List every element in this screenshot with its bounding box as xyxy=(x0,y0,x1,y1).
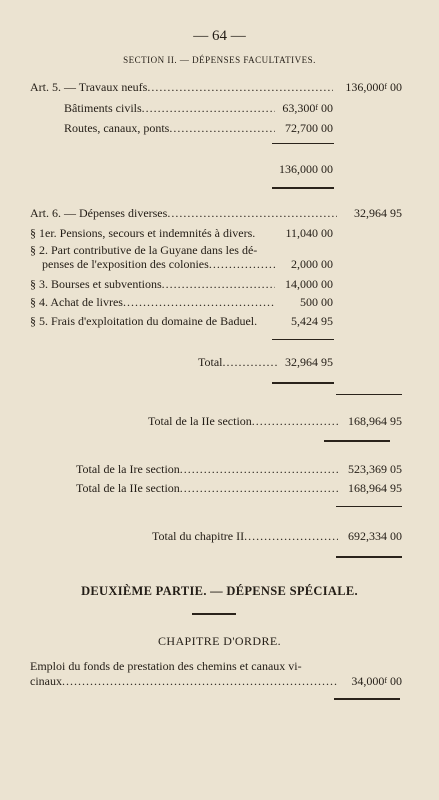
art5-item-batiments-amount: 63,300$^f$ 00 xyxy=(282,101,333,115)
divider xyxy=(324,440,390,442)
divider xyxy=(272,382,334,384)
final-amount: 34,000$^f$ 00 xyxy=(351,674,402,688)
art6-item-4: § 4. Achat de livres ..... xyxy=(30,295,275,309)
art6-item-1-amount: 11,040 00 xyxy=(285,226,333,240)
art6-total-line: Total ..... xyxy=(198,355,277,369)
recap-line-1: Total de la Ire section ..... xyxy=(76,462,338,476)
divider xyxy=(336,556,402,558)
art6-item-2-amount: 2,000 00 xyxy=(291,257,333,271)
chapter-title: CHAPITRE D'ORDRE. xyxy=(158,634,281,648)
art5-subtotal: 136,000 00 xyxy=(279,162,333,176)
divider xyxy=(272,143,334,144)
art6-item-3-amount: 14,000 00 xyxy=(285,277,333,291)
divider xyxy=(336,394,402,395)
recap-amount-2: 168,964 95 xyxy=(348,481,402,495)
art6-item-3: § 3. Bourses et subventions ..... xyxy=(30,277,275,291)
divider xyxy=(336,506,402,507)
art6-item-2-line2: penses de l'exposition des colonies ..... xyxy=(42,257,275,271)
art5-label: Art. 5. — Travaux neufs xyxy=(30,80,148,94)
recap-amount-1: 523,369 05 xyxy=(348,462,402,476)
section-total-line: Total de la IIe section ..... xyxy=(148,414,338,428)
art6-item-5-amount: 5,424 95 xyxy=(291,314,333,328)
section-total-amount: 168,964 95 xyxy=(348,414,402,428)
art6-total-amount: 32,964 95 xyxy=(285,355,333,369)
art6-item-5: § 5. Frais d'exploitation du domaine de Baduel. xyxy=(30,314,258,328)
divider xyxy=(334,698,400,700)
divider xyxy=(272,339,334,340)
recap-line-2: Total de la IIe section ..... xyxy=(76,481,338,495)
art5-line xyxy=(30,80,333,94)
page-number: — 64 — xyxy=(193,28,246,44)
part-title: DEUXIÈME PARTIE. — DÉPENSE SPÉCIALE. xyxy=(81,584,358,598)
art6-line: Art. 6. — Dépenses diverses ..... xyxy=(30,206,337,220)
section-heading: SECTION II. — DÉPENSES FACULTATIVES. xyxy=(123,55,316,65)
art5-amount: 136,000$^f$ 00 xyxy=(345,80,402,94)
art6-item-1: § 1er. Pensions, secours et indemnités à divers. xyxy=(30,226,256,240)
art6-item-2-line1: § 2. Part contributive de la Guyane dans les dé- xyxy=(30,243,258,257)
final-line-2: cinaux ..... xyxy=(30,674,338,688)
art6-item-4-amount: 500 00 xyxy=(300,295,333,309)
art5-item-routes: Routes, canaux, ponts ..... xyxy=(64,121,275,135)
art5-item-batiments: Bâtiments civils ..... xyxy=(64,101,275,115)
divider xyxy=(272,187,334,189)
chapter-total-line: Total du chapitre II ..... xyxy=(152,529,338,543)
divider xyxy=(192,613,236,615)
art6-amount: 32,964 95 xyxy=(354,206,402,220)
chapter-total-amount: 692,334 00 xyxy=(348,529,402,543)
art5-item-routes-amount: 72,700 00 xyxy=(285,121,333,135)
final-line-1: Emploi du fonds de prestation des chemins et canaux vi- xyxy=(30,659,302,673)
